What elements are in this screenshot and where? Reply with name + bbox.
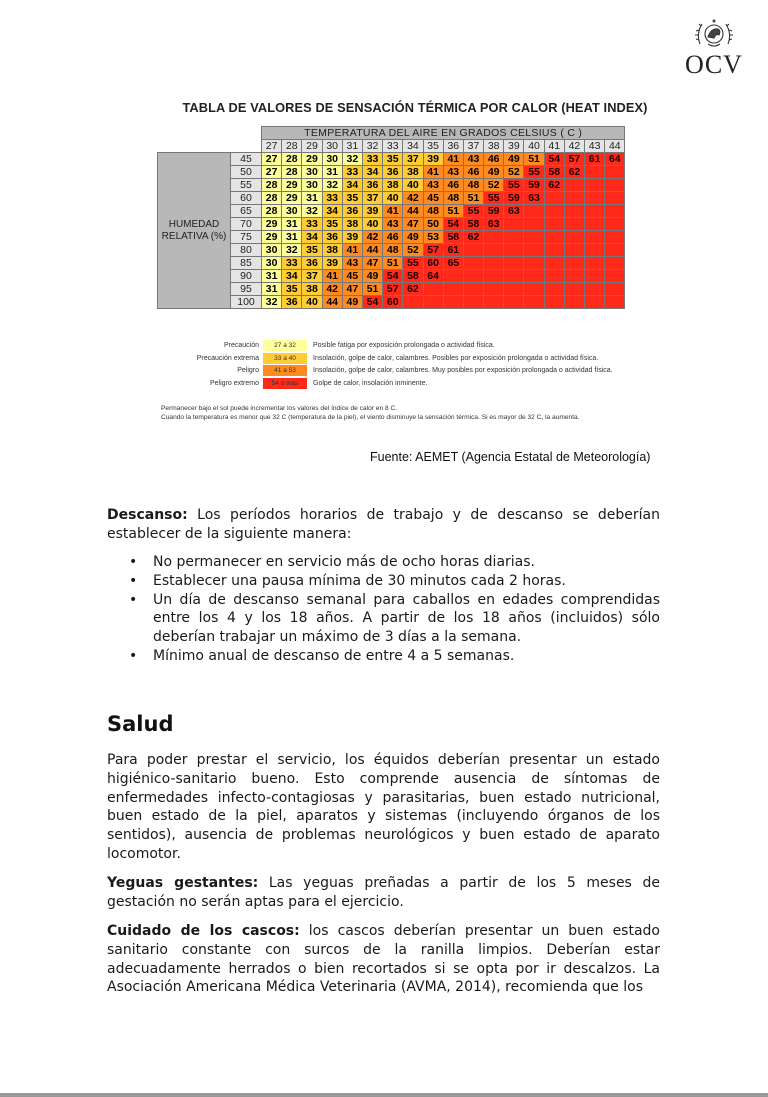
empty-cell	[544, 218, 564, 231]
bullet-icon: •	[129, 647, 138, 664]
heat-cell: 30	[322, 153, 342, 166]
empty-cell	[524, 205, 544, 218]
heat-cell: 54	[443, 218, 463, 231]
empty-cell	[585, 283, 605, 296]
source-caption: Fuente: AEMET (Agencia Estatal de Meteorología)	[370, 450, 651, 464]
heat-cell: 62	[544, 179, 564, 192]
heat-cell: 40	[403, 179, 423, 192]
temperature-cell: 27	[262, 140, 282, 153]
empty-cell	[564, 270, 584, 283]
heat-cell: 29	[262, 231, 282, 244]
empty-cell	[585, 218, 605, 231]
legend-row	[157, 365, 697, 378]
heat-cell: 61	[585, 153, 605, 166]
heat-cell: 38	[322, 244, 342, 257]
heat-cell: 57	[564, 153, 584, 166]
humidity-label: HUMEDAD RELATIVA (%)	[158, 153, 231, 309]
bullet-icon: •	[129, 591, 138, 608]
heat-cell: 27	[262, 153, 282, 166]
descanso-heading: Descanso:	[107, 507, 188, 523]
heat-cell: 44	[403, 205, 423, 218]
heat-cell: 51	[463, 192, 483, 205]
legend-label: Peligro extremo	[209, 379, 259, 387]
heat-cell: 42	[322, 283, 342, 296]
humidity-cell: 75	[231, 231, 262, 244]
humidity-cell: 80	[231, 244, 262, 257]
table-notes	[161, 404, 580, 422]
heat-cell: 36	[302, 257, 322, 270]
org-name: OCV	[685, 50, 743, 79]
heat-cell: 41	[383, 205, 403, 218]
heat-cell: 34	[342, 179, 362, 192]
empty-cell	[544, 283, 564, 296]
heat-cell: 32	[322, 179, 342, 192]
heat-cell: 38	[342, 218, 362, 231]
empty-cell	[504, 231, 524, 244]
heat-cell: 31	[322, 166, 342, 179]
heat-cell: 51	[383, 257, 403, 270]
empty-cell	[605, 205, 625, 218]
heat-cell: 34	[362, 166, 382, 179]
note-line: Cuando la temperatura es menor que 32 C (temperatura de la piel), el viento disminuye la sensación térmica. Si es mayor de 32 C, la aumenta.	[161, 414, 580, 421]
heat-cell: 31	[262, 270, 282, 283]
heat-cell: 29	[302, 153, 322, 166]
heat-cell: 35	[282, 283, 302, 296]
heat-index-table	[157, 126, 625, 309]
temperature-cell: 37	[463, 140, 483, 153]
heat-cell: 62	[564, 166, 584, 179]
heat-cell: 46	[383, 231, 403, 244]
heat-cell: 44	[322, 296, 342, 309]
heat-cell: 28	[282, 153, 302, 166]
temperature-cell: 38	[484, 140, 504, 153]
empty-cell	[544, 231, 564, 244]
empty-cell	[544, 270, 564, 283]
list-item: • No permanecer en servicio más de ocho horas diarias.	[129, 554, 535, 570]
empty-cell	[463, 296, 483, 309]
cascos-heading: Cuidado de los cascos:	[107, 923, 300, 939]
heat-cell: 37	[362, 192, 382, 205]
empty-cell	[585, 231, 605, 244]
heat-cell: 39	[362, 205, 382, 218]
section-title: Salud	[107, 712, 174, 736]
heat-cell: 43	[383, 218, 403, 231]
heat-cell: 59	[524, 179, 544, 192]
temperature-cell: 39	[504, 140, 524, 153]
legend-description: Insolación, golpe de calor, calambres. Posibles por exposición prolongada o actividad física.	[313, 354, 599, 362]
heat-cell: 39	[342, 231, 362, 244]
heat-cell: 51	[443, 205, 463, 218]
heat-cell: 48	[463, 179, 483, 192]
heat-cell: 54	[544, 153, 564, 166]
heat-cell: 31	[262, 283, 282, 296]
legend-swatch: 27 a 32	[263, 340, 307, 351]
empty-cell	[605, 231, 625, 244]
heat-cell: 34	[282, 270, 302, 283]
heat-cell: 32	[342, 153, 362, 166]
temperature-cell: 31	[342, 140, 362, 153]
empty-cell	[524, 231, 544, 244]
temperature-cell: 32	[362, 140, 382, 153]
legend-description: Golpe de calor, insolación inminente.	[313, 379, 428, 387]
empty-cell	[524, 283, 544, 296]
list-item: • Mínimo anual de descanso de entre 4 a 5 semanas.	[129, 647, 515, 664]
legend-label: Precaución extrema	[196, 354, 259, 362]
heat-cell: 54	[383, 270, 403, 283]
empty-cell	[463, 283, 483, 296]
heat-cell: 43	[423, 179, 443, 192]
heat-cell: 31	[282, 231, 302, 244]
heat-cell: 28	[262, 179, 282, 192]
heat-cell: 55	[484, 192, 504, 205]
heat-cell: 52	[484, 179, 504, 192]
empty-cell	[504, 244, 524, 257]
heat-cell: 35	[322, 218, 342, 231]
temperature-cell: 42	[564, 140, 584, 153]
heat-cell: 34	[302, 231, 322, 244]
heat-cell: 29	[282, 192, 302, 205]
heat-cell: 35	[342, 192, 362, 205]
empty-cell	[504, 270, 524, 283]
legend-description: Posible fatiga por exposición prolongada o actividad física.	[313, 342, 495, 349]
heat-cell: 47	[362, 257, 382, 270]
empty-cell	[423, 296, 443, 309]
heat-cell: 35	[383, 153, 403, 166]
heat-cell: 58	[403, 270, 423, 283]
cascos-text: los cascos deberían presentar un buen estado sanitario constante con surcos de la ranilla limpios. Deberían estar adecuadamente herrados o bien recortados si se opta por ir descalzos. La Asociación Americana Médica Veterinaria (AVMA, 2014), recomienda que los	[107, 923, 660, 996]
temperature-header: TEMPERATURA DEL AIRE EN GRADOS CELSIUS ( C )	[262, 127, 625, 140]
descanso-paragraph	[107, 506, 660, 544]
legend-swatch: 33 a 40	[263, 353, 307, 364]
humidity-cell: 50	[231, 166, 262, 179]
empty-cell	[564, 192, 584, 205]
heat-cell: 60	[383, 296, 403, 309]
heat-cell: 33	[362, 153, 382, 166]
heat-cell: 57	[423, 244, 443, 257]
legend-row	[157, 340, 697, 353]
heat-cell: 39	[322, 257, 342, 270]
empty-cell	[504, 283, 524, 296]
empty-cell	[605, 218, 625, 231]
heat-cell: 32	[262, 296, 282, 309]
heat-cell: 53	[423, 231, 443, 244]
heat-cell: 34	[322, 205, 342, 218]
empty-cell	[443, 296, 463, 309]
heat-cell: 42	[403, 192, 423, 205]
legend-swatch: 41 a 53	[263, 365, 307, 376]
heat-cell: 64	[605, 153, 625, 166]
empty-cell	[605, 179, 625, 192]
heat-cell: 30	[302, 179, 322, 192]
heat-cell: 64	[423, 270, 443, 283]
temperature-cell: 41	[544, 140, 564, 153]
empty-cell	[605, 192, 625, 205]
heat-cell: 58	[463, 218, 483, 231]
heat-cell: 27	[262, 166, 282, 179]
empty-cell	[605, 296, 625, 309]
empty-cell	[585, 257, 605, 270]
heat-cell: 36	[322, 231, 342, 244]
table-title: TABLA DE VALORES DE SENSACIÓN TÉRMICA POR CALOR (HEAT INDEX)	[182, 100, 648, 115]
heat-cell: 43	[342, 257, 362, 270]
heat-cell: 40	[302, 296, 322, 309]
heat-cell: 39	[423, 153, 443, 166]
temperature-cell: 35	[423, 140, 443, 153]
heat-cell: 32	[302, 205, 322, 218]
heat-cell: 62	[463, 231, 483, 244]
heat-cell: 49	[504, 153, 524, 166]
heat-cell: 51	[362, 283, 382, 296]
empty-cell	[504, 257, 524, 270]
heat-cell: 30	[262, 257, 282, 270]
heat-cell: 36	[342, 205, 362, 218]
heat-cell: 46	[463, 166, 483, 179]
temperature-cell: 40	[524, 140, 544, 153]
empty-cell	[544, 192, 564, 205]
salud-intro: Para poder prestar el servicio, los équidos deberían presentar un estado higiénico-sanitario bueno. Esto comprende ausencia de síntomas de enfermedades infecto-contagiosas y parasitarias, buen estado nutricional, buen estado de la piel, aparatos y sistemas (incluyendo órganos de los sentidos), ausencia de problemas neurológicos y buen estado de aparato locomotor.	[107, 752, 660, 862]
heat-cell: 41	[423, 166, 443, 179]
heat-cell: 33	[282, 257, 302, 270]
empty-cell	[524, 270, 544, 283]
empty-cell	[484, 283, 504, 296]
empty-cell	[564, 257, 584, 270]
heat-cell: 31	[282, 218, 302, 231]
heat-cell: 28	[262, 192, 282, 205]
legend-label: Peligro	[237, 367, 259, 375]
heat-cell: 36	[362, 179, 382, 192]
temperature-cell: 34	[403, 140, 423, 153]
heat-cell: 47	[403, 218, 423, 231]
heat-cell: 33	[302, 218, 322, 231]
page-bottom-rule	[0, 1093, 768, 1097]
heat-cell: 45	[423, 192, 443, 205]
empty-cell	[564, 244, 584, 257]
cascos-paragraph	[107, 922, 660, 997]
empty-cell	[544, 296, 564, 309]
empty-cell	[585, 166, 605, 179]
empty-cell	[544, 205, 564, 218]
heat-cell: 46	[443, 179, 463, 192]
empty-cell	[544, 257, 564, 270]
empty-cell	[544, 244, 564, 257]
heat-cell: 40	[383, 192, 403, 205]
legend-row	[157, 353, 697, 366]
empty-cell	[564, 218, 584, 231]
legend-swatch: 54 ó más	[263, 378, 307, 389]
humidity-cell: 55	[231, 179, 262, 192]
empty-cell	[484, 296, 504, 309]
heat-cell: 32	[282, 244, 302, 257]
temperature-cell: 43	[585, 140, 605, 153]
heat-cell: 49	[403, 231, 423, 244]
empty-cell	[403, 296, 423, 309]
horse-emblem-icon	[694, 18, 734, 50]
empty-cell	[484, 270, 504, 283]
heat-cell: 47	[342, 283, 362, 296]
heat-cell: 49	[484, 166, 504, 179]
heat-cell: 30	[282, 205, 302, 218]
empty-cell	[443, 283, 463, 296]
heat-cell: 52	[403, 244, 423, 257]
heat-cell: 36	[282, 296, 302, 309]
heat-cell: 41	[342, 244, 362, 257]
ocv-logo	[676, 18, 752, 86]
heat-cell: 63	[504, 205, 524, 218]
heat-cell: 55	[524, 166, 544, 179]
empty-cell	[504, 218, 524, 231]
heat-cell: 37	[302, 270, 322, 283]
heat-cell: 29	[282, 179, 302, 192]
descanso-list	[107, 553, 660, 666]
empty-cell	[524, 218, 544, 231]
heat-cell: 36	[383, 166, 403, 179]
descanso-text: Los períodos horarios de trabajo y de descanso se deberían establecer de la siguiente manera:	[107, 507, 660, 542]
empty-cell	[484, 244, 504, 257]
empty-cell	[605, 257, 625, 270]
heat-cell: 38	[302, 283, 322, 296]
heat-cell: 28	[282, 166, 302, 179]
heat-cell: 43	[463, 153, 483, 166]
heat-cell: 42	[362, 231, 382, 244]
heat-cell: 59	[504, 192, 524, 205]
heat-cell: 51	[524, 153, 544, 166]
empty-cell	[585, 192, 605, 205]
humidity-cell: 45	[231, 153, 262, 166]
heat-cell: 48	[383, 244, 403, 257]
heat-cell: 33	[322, 192, 342, 205]
empty-cell	[605, 244, 625, 257]
humidity-cell: 85	[231, 257, 262, 270]
heat-cell: 55	[504, 179, 524, 192]
heat-cell: 40	[362, 218, 382, 231]
heat-cell: 55	[403, 257, 423, 270]
humidity-cell: 65	[231, 205, 262, 218]
temperature-cell: 33	[383, 140, 403, 153]
empty-cell	[524, 257, 544, 270]
list-item: • Establecer una pausa mínima de 30 minutos cada 2 horas.	[129, 572, 566, 589]
heat-cell: 29	[262, 218, 282, 231]
humidity-cell: 100	[231, 296, 262, 309]
legend-label: Precaución	[223, 342, 259, 349]
heat-cell: 37	[403, 153, 423, 166]
temperature-cell: 29	[302, 140, 322, 153]
heat-cell: 63	[524, 192, 544, 205]
heat-cell: 54	[362, 296, 382, 309]
heat-cell: 28	[262, 205, 282, 218]
empty-cell	[585, 270, 605, 283]
heat-cell: 59	[484, 205, 504, 218]
empty-cell	[564, 231, 584, 244]
empty-cell	[605, 283, 625, 296]
heat-cell: 61	[443, 244, 463, 257]
heat-cell: 65	[443, 257, 463, 270]
humidity-cell: 70	[231, 218, 262, 231]
list-item: • Un día de descanso semanal para caballos en edades comprendidas entre los 4 y los 18 años. A partir de los 18 años (incluidos) sólo deberían trabajar un máximo de 3 días a la semana.	[129, 591, 660, 646]
empty-cell	[564, 283, 584, 296]
empty-cell	[605, 270, 625, 283]
heat-cell: 49	[362, 270, 382, 283]
empty-cell	[605, 166, 625, 179]
legend-row	[157, 378, 697, 391]
heat-cell: 30	[302, 166, 322, 179]
heat-cell: 41	[443, 153, 463, 166]
heat-cell: 41	[322, 270, 342, 283]
empty-cell	[585, 296, 605, 309]
yeguas-heading: Yeguas gestantes:	[107, 875, 259, 891]
heat-cell: 57	[383, 283, 403, 296]
legend-description: Insolación, golpe de calor, calambres. Muy posibles por exposición prolongada o actividad física.	[313, 367, 613, 375]
heat-cell: 52	[504, 166, 524, 179]
heat-cell: 31	[302, 192, 322, 205]
empty-cell	[585, 179, 605, 192]
empty-cell	[504, 296, 524, 309]
empty-cell	[564, 205, 584, 218]
heat-cell: 55	[463, 205, 483, 218]
empty-cell	[564, 179, 584, 192]
yeguas-paragraph	[107, 874, 660, 912]
empty-cell	[484, 257, 504, 270]
heat-cell: 48	[443, 192, 463, 205]
empty-cell	[564, 296, 584, 309]
empty-cell	[484, 231, 504, 244]
heat-cell: 63	[484, 218, 504, 231]
table-row	[158, 153, 625, 166]
empty-cell	[524, 296, 544, 309]
heat-cell: 38	[383, 179, 403, 192]
heat-cell: 44	[362, 244, 382, 257]
heat-cell: 48	[423, 205, 443, 218]
heat-cell: 49	[342, 296, 362, 309]
empty-cell	[524, 244, 544, 257]
bullet-icon: •	[129, 572, 138, 589]
empty-cell	[463, 257, 483, 270]
heat-cell: 60	[423, 257, 443, 270]
heat-legend	[157, 340, 697, 390]
empty-cell	[443, 270, 463, 283]
temperature-cell: 44	[605, 140, 625, 153]
empty-cell	[585, 244, 605, 257]
heat-cell: 30	[262, 244, 282, 257]
heat-cell: 45	[342, 270, 362, 283]
heat-cell: 58	[443, 231, 463, 244]
humidity-cell: 95	[231, 283, 262, 296]
heat-cell: 58	[544, 166, 564, 179]
empty-cell	[585, 205, 605, 218]
heat-cell: 50	[423, 218, 443, 231]
humidity-cell: 90	[231, 270, 262, 283]
humidity-cell: 60	[231, 192, 262, 205]
heat-cell: 35	[302, 244, 322, 257]
heat-cell: 46	[484, 153, 504, 166]
heat-cell: 62	[403, 283, 423, 296]
yeguas-text: Las yeguas preñadas a partir de los 5 meses de gestación no serán aptas para el ejercicio.	[107, 875, 660, 910]
bullet-icon: •	[129, 554, 138, 570]
temperature-cell: 30	[322, 140, 342, 153]
empty-cell	[463, 244, 483, 257]
temperature-cell: 36	[443, 140, 463, 153]
heat-cell: 33	[342, 166, 362, 179]
heat-cell: 38	[403, 166, 423, 179]
empty-cell	[423, 283, 443, 296]
heat-cell: 43	[443, 166, 463, 179]
temperature-cell: 28	[282, 140, 302, 153]
empty-cell	[463, 270, 483, 283]
note-line: Permanecer bajo el sol puede incrementar los valores del índice de calor en 8 C.	[161, 405, 398, 412]
